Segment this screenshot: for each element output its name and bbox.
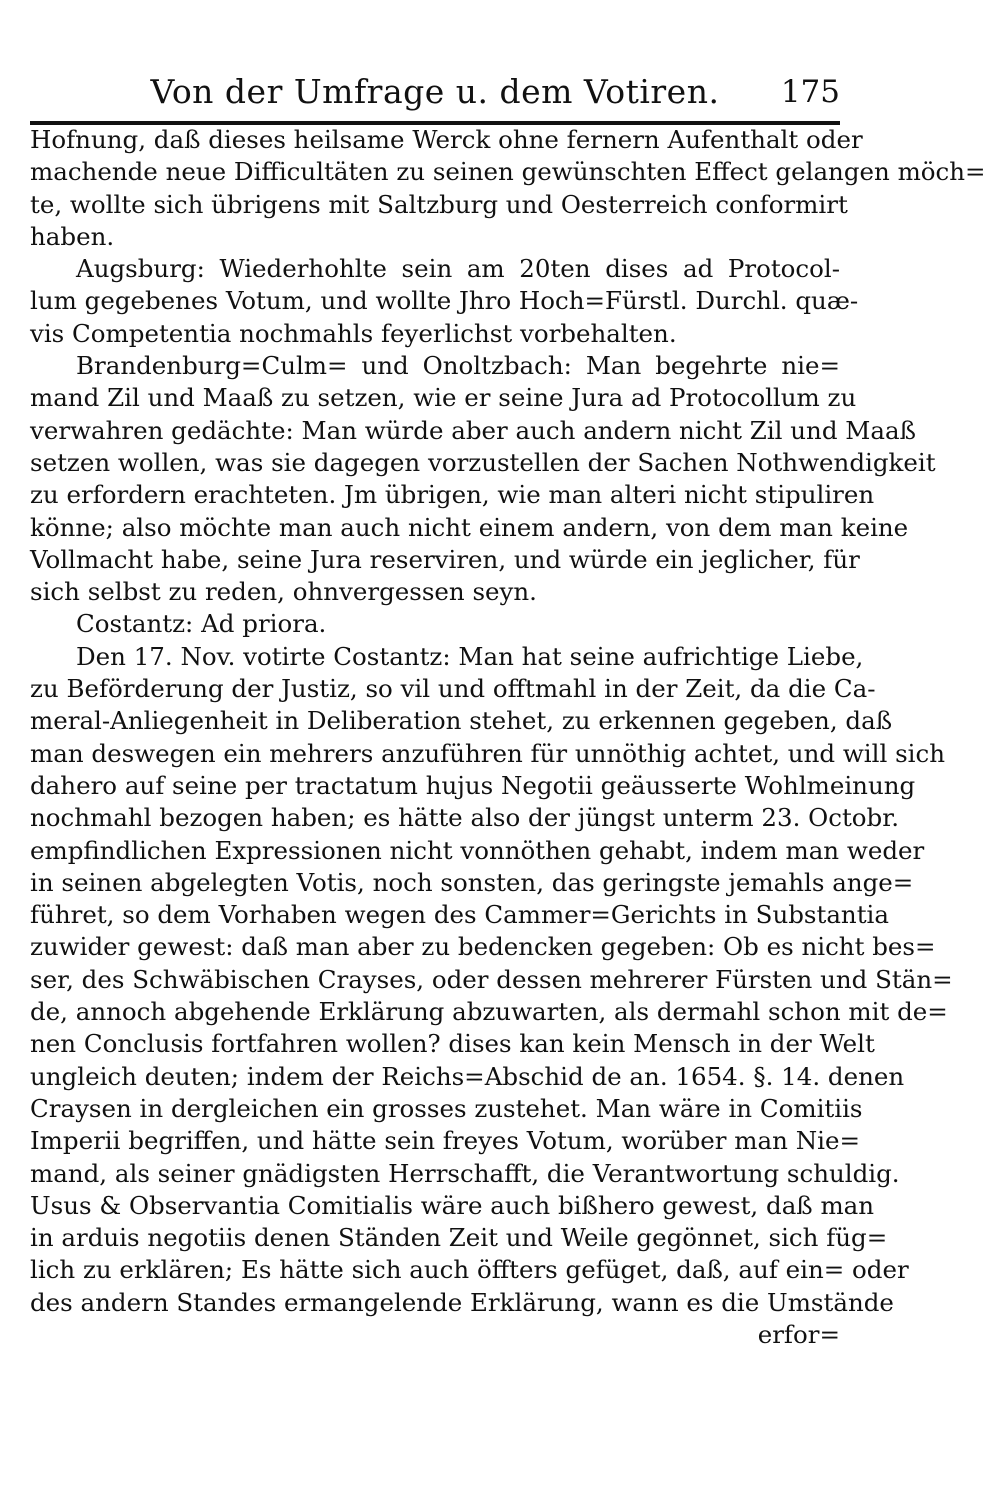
page-number: 175 [780,74,840,110]
text-line: Den 17. Nov. votirte Costantz: Man hat seine aufrichtige Liebe, [76,641,864,671]
text-line: Usus & Observantia Comitialis wäre auch bißhero gewest, daß man [30,1190,875,1220]
body-text [30,124,986,1351]
text-line: zuwider gewest: daß man aber zu bedencken gegeben: Ob es nicht bes= [30,932,936,962]
text-line: zu erfordern erachteten. Jm übrigen, wie man alteri nicht stipuliren [30,480,875,510]
text-line: ungleich deuten; indem der Reichs=Abschid de an. 1654. §. 14. denen [30,1061,905,1091]
text-line: Brandenburg=Culm= und Onoltzbach: Man begehrte nie= [76,351,840,381]
text-line: verwahren gedächte: Man würde aber auch andern nicht Zil und Maaß [30,415,916,445]
text-line: in seinen abgelegten Votis, noch sonsten, das geringste jemahls ange= [30,867,914,897]
text-line: dahero auf seine per tractatum hujus Negotii geäusserte Wohlmeinung [30,770,916,800]
text-line: des andern Standes ermangelende Erklärung, wann es die Umstände [30,1287,894,1317]
text-line: in arduis negotiis denen Ständen Zeit und Weile gegönnet, sich füg= [30,1223,888,1253]
text-line: setzen wollen, was sie dagegen vorzustellen der Sachen Nothwendigkeit [30,447,936,477]
text-line: vis Competentia nochmahls feyerlichst vorbehalten. [30,318,677,348]
running-title: Von der Umfrage u. dem Votiren. [150,72,720,111]
text-line: nochmahl bezogen haben; es hätte also der jüngst unterm 23. Octobr. [30,803,900,833]
text-line: haben. [30,221,115,251]
text-line: de, annoch abgehende Erklärung abzuwarten, als dermahl schon mit de= [30,997,948,1027]
text-line: mand Zil und Maaß zu setzen, wie er seine Jura ad Protocollum zu [30,383,857,413]
text-line: zu Beförderung der Justiz, so vil und offtmahl in der Zeit, da die Ca- [30,674,876,704]
page-header [30,72,840,116]
text-line: machende neue Difficultäten zu seinen gewünschten Effect gelangen möch= [30,157,986,187]
text-line: Hofnung, daß dieses heilsame Werck ohne fernern Aufenthalt oder [30,125,863,154]
text-line: Augsburg: Wiederhohlte sein am 20ten dises ad Protocol- [76,254,840,284]
text-line: lich zu erklären; Es hätte sich auch öffters gefüget, daß, auf ein= oder [30,1255,909,1285]
text-line: Imperii begriffen, und hätte sein freyes Votum, worüber man Nie= [30,1126,861,1156]
text-line: Costantz: Ad priora. [76,609,327,639]
text-line: nen Conclusis fortfahren wollen? dises kan kein Mensch in der Welt [30,1029,875,1059]
text-line: führet, so dem Vorhaben wegen des Cammer=Gerichts in Substantia [30,900,889,930]
text-line: man deswegen ein mehrers anzuführen für unnöthig achtet, und will sich [30,738,945,768]
text-line: Craysen in dergleichen ein grosses zustehet. Man wäre in Comitiis [30,1093,863,1123]
text-line: sich selbst zu reden, ohnvergessen seyn. [30,577,537,607]
text-line: meral-Anliegenheit in Deliberation stehet, zu erkennen gegeben, daß [30,706,893,736]
text-line: empfindlichen Expressionen nicht vonnöthen gehabt, indem man weder [30,835,925,865]
text-line: mand, als seiner gnädigsten Herrschafft, die Verantwortung schuldig. [30,1158,900,1188]
text-line: lum gegebenes Votum, und wollte Jhro Hoch=Fürstl. Durchl. quæ- [30,286,859,316]
text-line: ser, des Schwäbischen Crayses, oder dessen mehrerer Fürsten und Stän= [30,964,953,994]
text-line: könne; also möchte man auch nicht einem andern, von dem man keine [30,512,909,542]
text-line: te, wollte sich übrigens mit Saltzburg und Oesterreich conformirt [30,189,848,219]
catchword: erfor= [757,1319,840,1349]
text-line: Vollmacht habe, seine Jura reserviren, und würde ein jeglicher, für [30,544,860,574]
